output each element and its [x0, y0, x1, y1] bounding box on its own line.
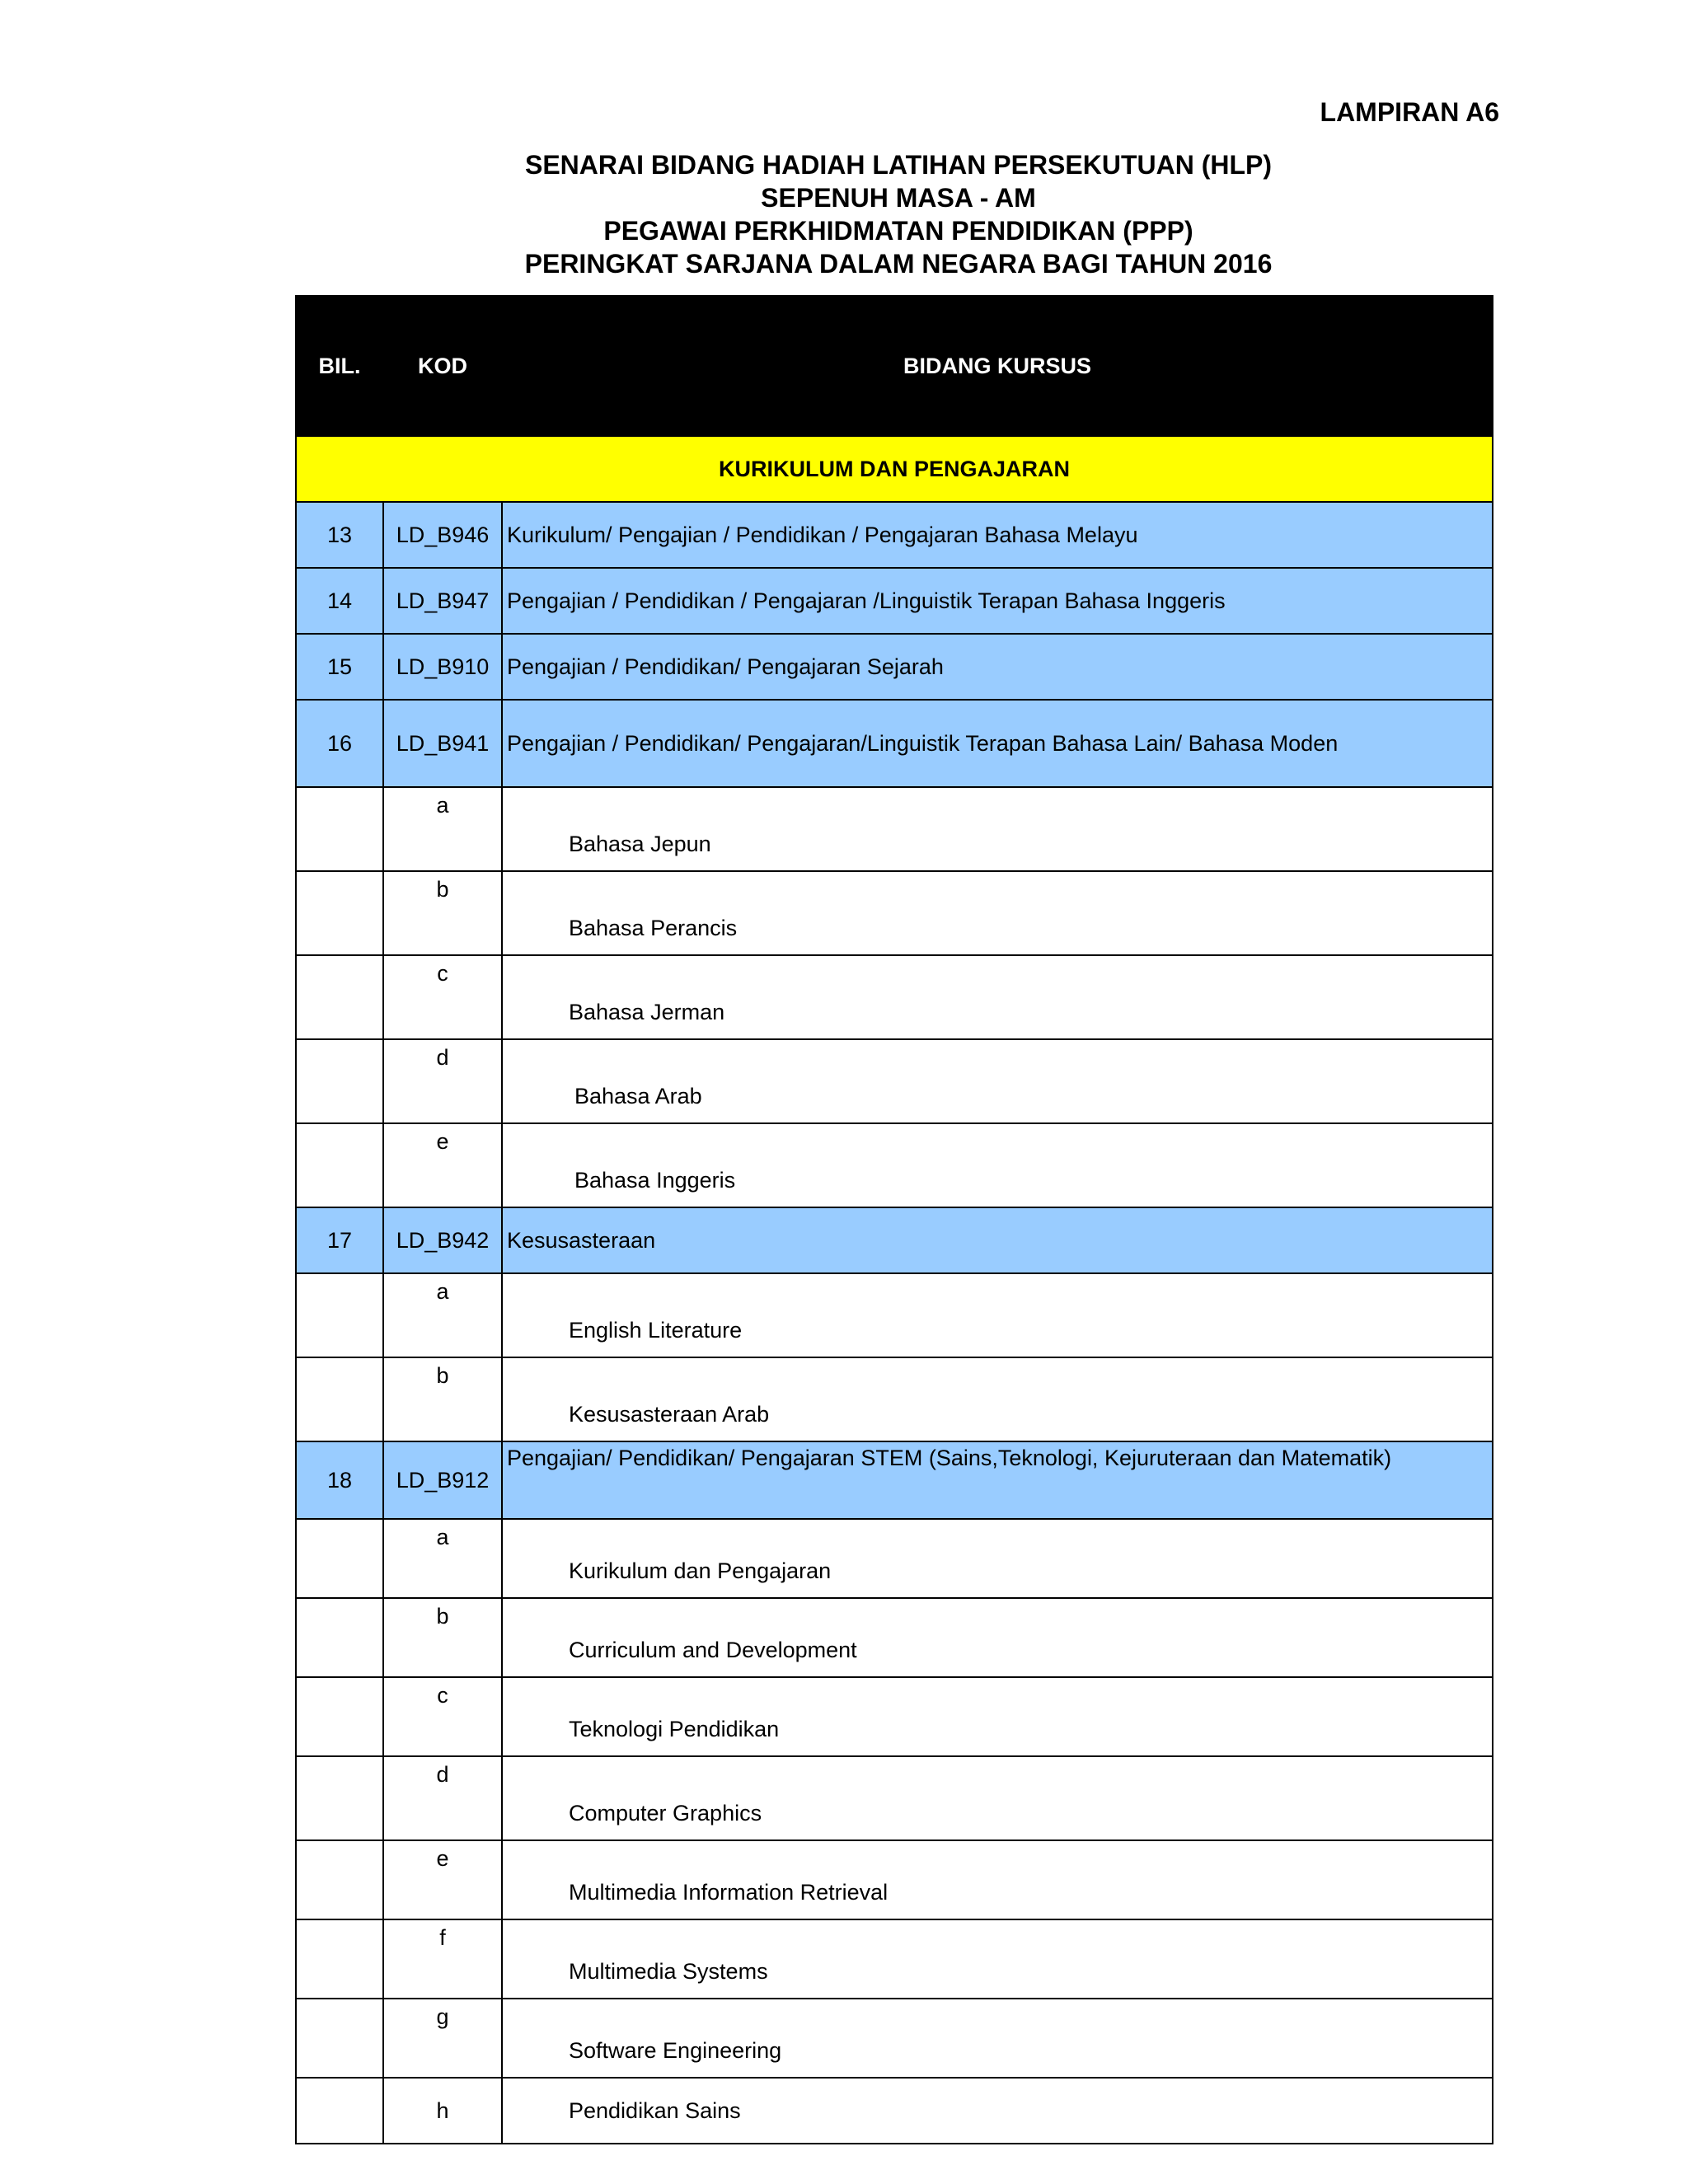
- cell-bil: 14: [296, 568, 383, 634]
- table-row: [296, 568, 1493, 634]
- cell-sub-letter: f: [383, 1919, 502, 1999]
- cell-bil-empty: [296, 955, 383, 1039]
- cell-sub-bidang: Bahasa Arab: [502, 1039, 1493, 1123]
- cell-sub-letter: a: [383, 787, 502, 871]
- sub-row: [296, 1756, 1493, 1840]
- sub-row: [296, 1519, 1493, 1598]
- table-row: [296, 502, 1493, 568]
- table-header-row: [296, 296, 1493, 436]
- cell-sub-bidang: Teknologi Pendidikan: [502, 1677, 1493, 1756]
- table-row: [296, 1441, 1493, 1519]
- cell-sub-letter: e: [383, 1840, 502, 1919]
- cell-bil-empty: [296, 1677, 383, 1756]
- cell-bil-empty: [296, 1357, 383, 1441]
- appendix-label: LAMPIRAN A6: [1320, 97, 1499, 127]
- cell-kod: LD_B942: [383, 1207, 502, 1273]
- document-title: [0, 148, 1688, 280]
- cell-bil-empty: [296, 787, 383, 871]
- header-bil: BIL.: [296, 296, 383, 436]
- cell-sub-bidang: Bahasa Jerman: [502, 955, 1493, 1039]
- cell-sub-letter: c: [383, 1677, 502, 1756]
- cell-sub-bidang: Multimedia Systems: [502, 1919, 1493, 1999]
- header-bidang-kursus: BIDANG KURSUS: [502, 296, 1493, 436]
- cell-sub-bidang: English Literature: [502, 1273, 1493, 1357]
- cell-sub-letter: a: [383, 1273, 502, 1357]
- cell-kod: LD_B910: [383, 634, 502, 700]
- sub-row: [296, 1273, 1493, 1357]
- cell-bil-empty: [296, 2078, 383, 2144]
- cell-sub-letter: b: [383, 1357, 502, 1441]
- cell-sub-letter: c: [383, 955, 502, 1039]
- title-line-1: SENARAI BIDANG HADIAH LATIHAN PERSEKUTUAN (HLP): [524, 150, 1273, 180]
- cell-bidang: Kurikulum/ Pengajian / Pendidikan / Pengajaran Bahasa Melayu: [502, 502, 1493, 568]
- sub-row: [296, 1999, 1493, 2078]
- cell-sub-letter: b: [383, 1598, 502, 1677]
- sub-row: [296, 787, 1493, 871]
- cell-sub-bidang: Bahasa Jepun: [502, 787, 1493, 871]
- cell-bidang: Pengajian / Pendidikan/ Pengajaran/Linguistik Terapan Bahasa Lain/ Bahasa Moden: [502, 700, 1493, 787]
- title-line-4: PERINGKAT SARJANA DALAM NEGARA BAGI TAHUN 2016: [524, 249, 1273, 279]
- cell-sub-bidang: Bahasa Perancis: [502, 871, 1493, 955]
- cell-sub-letter: g: [383, 1999, 502, 2078]
- cell-bil-empty: [296, 1039, 383, 1123]
- cell-bil-empty: [296, 1519, 383, 1598]
- cell-bil-empty: [296, 1919, 383, 1999]
- cell-bidang: Pengajian / Pendidikan / Pengajaran /Linguistik Terapan Bahasa Inggeris: [502, 568, 1493, 634]
- sub-row: [296, 1677, 1493, 1756]
- cell-bil-empty: [296, 1598, 383, 1677]
- table-row: [296, 1207, 1493, 1273]
- cell-sub-bidang: Computer Graphics: [502, 1756, 1493, 1840]
- cell-sub-letter: b: [383, 871, 502, 955]
- cell-bil-empty: [296, 1123, 383, 1207]
- cell-bidang: Pengajian / Pendidikan/ Pengajaran Sejarah: [502, 634, 1493, 700]
- sub-row: [296, 1840, 1493, 1919]
- course-field-table: [295, 295, 1493, 2144]
- cell-kod: LD_B947: [383, 568, 502, 634]
- sub-row: [296, 955, 1493, 1039]
- table-row: [296, 700, 1493, 787]
- cell-sub-letter: a: [383, 1519, 502, 1598]
- cell-kod: LD_B946: [383, 502, 502, 568]
- sub-row: [296, 1123, 1493, 1207]
- cell-bil: 13: [296, 502, 383, 568]
- sub-row: [296, 1357, 1493, 1441]
- cell-bil: 18: [296, 1441, 383, 1519]
- cell-kod: LD_B912: [383, 1441, 502, 1519]
- cell-sub-letter: d: [383, 1039, 502, 1123]
- section-row: [296, 436, 1493, 502]
- cell-bil: 16: [296, 700, 383, 787]
- cell-sub-letter: h: [383, 2078, 502, 2144]
- cell-kod: LD_B941: [383, 700, 502, 787]
- cell-sub-bidang: Bahasa Inggeris: [502, 1123, 1493, 1207]
- cell-sub-bidang: Pendidikan Sains: [502, 2078, 1493, 2144]
- cell-sub-bidang: Kesusasteraan Arab: [502, 1357, 1493, 1441]
- cell-sub-bidang: Software Engineering: [502, 1999, 1493, 2078]
- sub-row: [296, 1919, 1493, 1999]
- title-line-2: SEPENUH MASA - AM: [761, 183, 1036, 213]
- cell-sub-bidang: Curriculum and Development: [502, 1598, 1493, 1677]
- sub-row: [296, 2078, 1493, 2144]
- cell-bil-empty: [296, 1756, 383, 1840]
- section-title: KURIKULUM DAN PENGAJARAN: [296, 436, 1493, 502]
- cell-bil: 17: [296, 1207, 383, 1273]
- cell-sub-bidang: Kurikulum dan Pengajaran: [502, 1519, 1493, 1598]
- title-line-3: PEGAWAI PERKHIDMATAN PENDIDIKAN (PPP): [603, 216, 1193, 246]
- sub-row: [296, 1598, 1493, 1677]
- cell-bil-empty: [296, 1273, 383, 1357]
- cell-bil-empty: [296, 871, 383, 955]
- cell-bil: 15: [296, 634, 383, 700]
- table-row: [296, 634, 1493, 700]
- cell-sub-letter: d: [383, 1756, 502, 1840]
- cell-bil-empty: [296, 1840, 383, 1919]
- cell-sub-letter: e: [383, 1123, 502, 1207]
- header-kod: KOD: [383, 296, 502, 436]
- cell-bil-empty: [296, 1999, 383, 2078]
- cell-sub-bidang: Multimedia Information Retrieval: [502, 1840, 1493, 1919]
- sub-row: [296, 1039, 1493, 1123]
- cell-bidang: Kesusasteraan: [502, 1207, 1493, 1273]
- cell-bidang: Pengajian/ Pendidikan/ Pengajaran STEM (Sains,Teknologi, Kejuruteraan dan Matematik): [502, 1441, 1493, 1519]
- sub-row: [296, 871, 1493, 955]
